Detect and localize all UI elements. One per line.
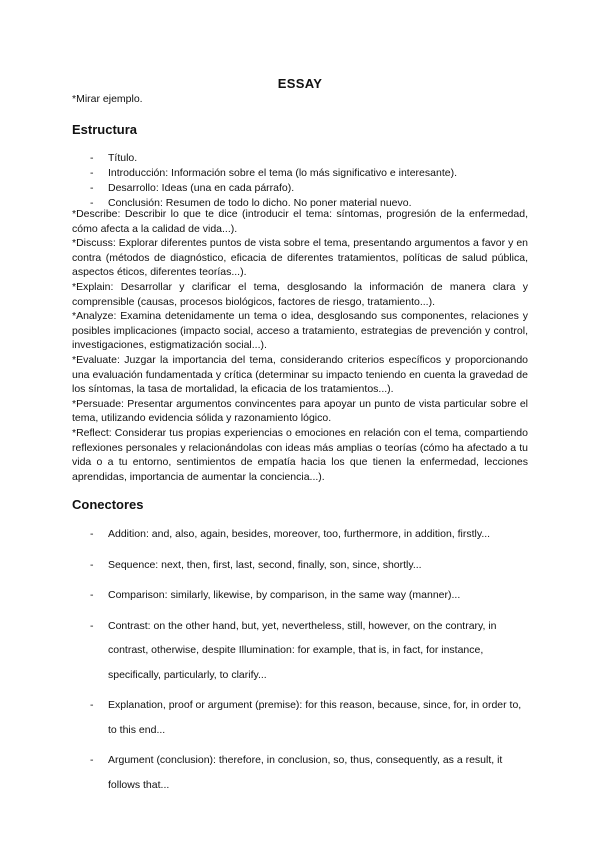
dash-marker: - [90,754,94,766]
definitions-block [72,207,528,484]
definition-persuade: *Persuade: Presentar argumentos convincentes para apoyar un punto de vista particular sobre el tema, utilizando evidencia sólida y razonamiento lógico. [72,397,528,425]
conectores-list [90,522,530,803]
list-item-text: Contrast: on the other hand, but, yet, nevertheless, still, however, on the contrary, in contrast, otherwise, despite Illumination: for example, that is, in fact, for instance, specifically, particularly, to clarify... [108,619,497,681]
list-item [90,614,530,688]
page-title: ESSAY [277,76,323,91]
heading-estructura: Estructura [72,122,138,137]
list-item [90,166,530,181]
list-item [90,693,530,742]
dash-marker: - [90,699,94,711]
list-item [90,748,530,797]
heading-conectores: Conectores [72,497,144,512]
definition-reflect: *Reflect: Considerar tus propias experiencias o emociones en relación con el tema, compartiendo reflexiones personales y relacionándolas con ideas más amplias o teorías (cómo ha afectado a tu vida o a tu entorno, sentimientos de empatía hacia los que tienen la enfermedad, lecciones aprendidas, importancia de aumentar la conciencia...). [72,426,528,483]
definition-analyze: *Analyze: Examina detenidamente un tema o idea, desglosando sus componentes, relaciones y posibles implicaciones (impacto social, acceso a tratamiento, estrategias de prevención y control, investigaciones, estigmatización social...). [72,310,528,352]
list-item [90,522,530,547]
list-item [90,181,530,196]
dash-marker: - [90,558,94,571]
definition-evaluate: *Evaluate: Juzgar la importancia del tema, considerando criterios específicos y proporcionando una evaluación fundamentada y crítica (determinar su impacto teniendo en cuenta la gravedad de los síntomas, la tasa de mortalidad, la eficacia de los tratamientos...). [72,353,528,396]
list-item-text: Argument (conclusion): therefore, in conclusion, so, thus, consequently, as a result, it follows that... [108,754,503,791]
list-item-text: Desarrollo: Ideas (una en cada párrafo). [108,182,295,194]
list-item-text: Introducción: Información sobre el tema (lo más significativo e interesante). [108,167,457,179]
definition-discuss: *Discuss: Explorar diferentes puntos de vista sobre el tema, presentando argumentos a favor y en contra (métodos de diagnóstico, eficacia de diferentes tratamientos, políticas de salud pública, aspectos éticos, diferentes teorías...). [72,237,528,279]
list-item-text: Sequence: next, then, first, last, second, finally, son, since, shortly... [108,558,422,571]
dash-marker: - [90,619,94,632]
dash-marker: - [90,152,94,164]
dash-marker: - [90,182,94,194]
estructura-list [90,151,530,211]
definition-explain: *Explain: Desarrollar y clarificar el tema, desglosando la información de manera clara y comprensible (causas, procesos biológicos, factores de riesgo, tratamiento...). [72,280,528,308]
list-item [90,151,530,166]
list-item-text: Título. [108,152,138,164]
list-item [90,583,530,608]
dash-marker: - [90,167,94,179]
dash-marker: - [90,528,94,540]
note-text: *Mirar ejemplo. [72,93,143,105]
dash-marker: - [90,589,94,601]
list-item-text: Comparison: similarly, likewise, by comparison, in the same way (manner)... [108,589,461,601]
list-item-text: Explanation, proof or argument (premise): for this reason, because, since, for, in order to, to this end... [108,699,522,736]
list-item-text: Addition: and, also, again, besides, moreover, too, furthermore, in addition, firstly... [108,528,491,540]
list-item-text: Conclusión: Resumen de todo lo dicho. No poner material nuevo. [108,197,412,209]
dash-marker: - [90,197,94,209]
definition-describe: *Describe: Describir lo que te dice (introducir el tema: síntomas, progresión de la enfermedad, cómo afecta a la calidad de vida...). [72,208,528,235]
list-item [90,553,530,578]
